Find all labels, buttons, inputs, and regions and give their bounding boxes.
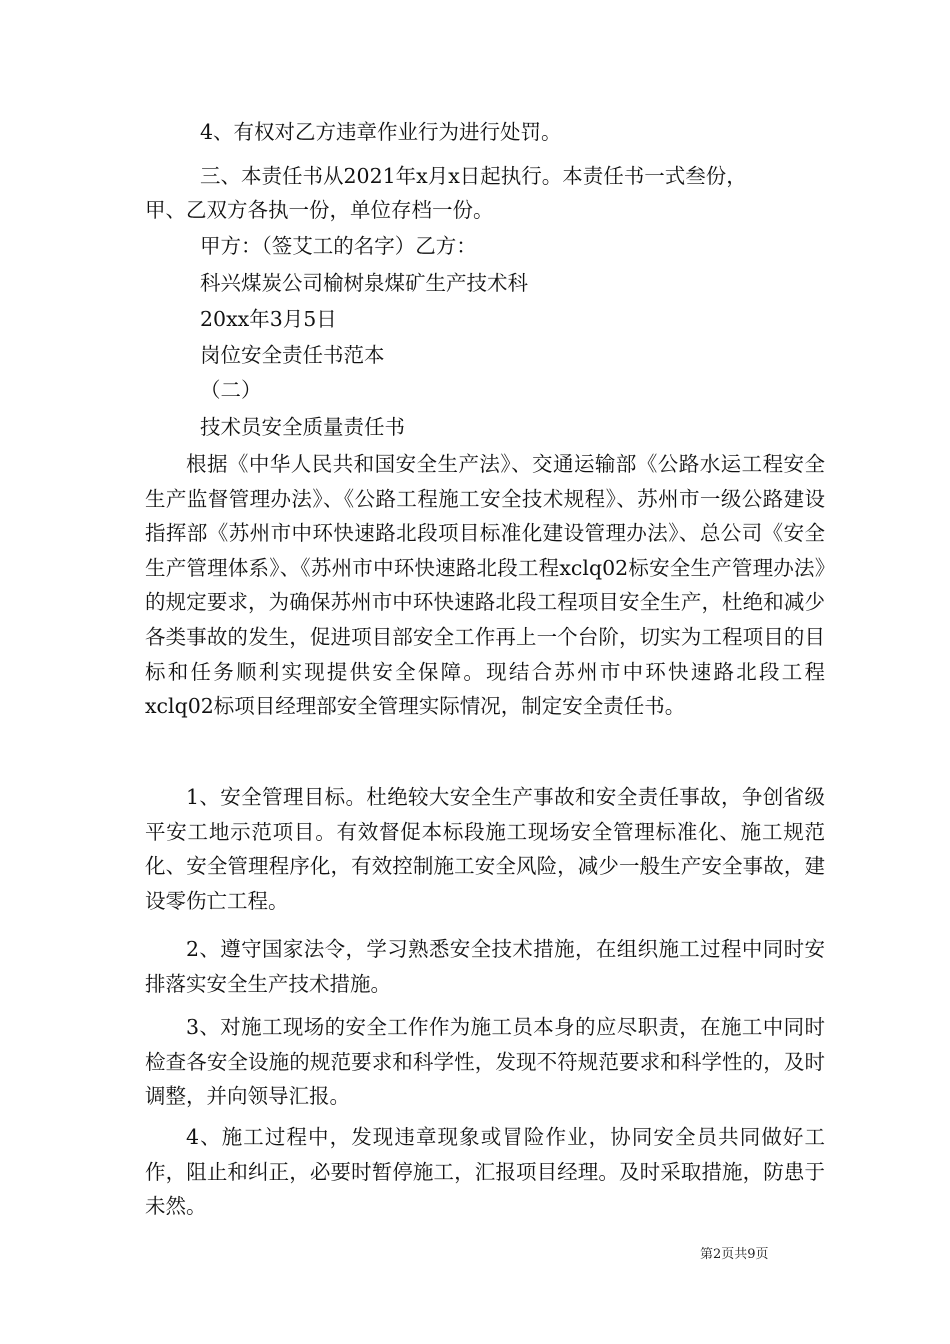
page-number: 第2页共9页: [700, 1247, 769, 1262]
document-title: 技术员安全质量责任书: [200, 415, 405, 439]
paragraph-basis: 根据《中华人民共和国安全生产法》、交通运输部《公路水运工程安全生产监督管理办法》、《公路工程施工安全技术规程》、苏州市一级公路建设指挥部《苏州市中环快速路北段项目标准化建设管理办法》、总公司《安全生产管理体系》、《苏州市中环快速路北段工程xclq02标安全生产管理办法》的规定要求，为确保苏州市中环快速路北段工程项目安全生产，杜绝和减少各类事故的发生，促进项目部安全工作再上一个台阶，切实为工程项目的目标和任务顺利实现提供安全保障。现结合苏州市中环快速路北段工程xclq02标项目经理部安全管理实际情况，制定安全责任书。: [145, 452, 825, 719]
text-line-company: 科兴煤炭公司榆树泉煤矿生产技术科: [200, 271, 528, 295]
paragraph-item-2: 2、遵守国家法令，学习熟悉安全技术措施，在组织施工过程中同时安排落实安全生产技术措施。: [145, 937, 825, 996]
text-line-copies: 甲、乙双方各执一份，单位存档一份。: [145, 198, 494, 222]
paragraph-item-1: 1、安全管理目标。杜绝较大安全生产事故和安全责任事故，争创省级平安工地示范项目。有效督促本标段施工现场安全管理标准化、施工规范化、安全管理程序化，有效控制施工安全风险，减少一般生产安全事故，建设零伤亡工程。: [145, 785, 825, 913]
text-line-section-number: （二）: [200, 378, 262, 402]
text-line-effective-date: 三、本责任书从2021年x月x日起执行。本责任书一式叁份，: [200, 164, 747, 188]
text-line-template-title: 岗位安全责任书范本: [200, 343, 385, 367]
text-line-date: 20xx年3月5日: [200, 307, 337, 331]
paragraph-item-4: 4、施工过程中，发现违章现象或冒险作业，协同安全员共同做好工作，阻止和纠正，必要时暂停施工，汇报项目经理。及时采取措施，防患于未然。: [145, 1125, 825, 1219]
paragraph-item-3: 3、对施工现场的安全工作作为施工员本身的应尽职责，在施工中同时检查各安全设施的规范要求和科学性，发现不符规范要求和科学性的，及时调整，并向领导汇报。: [145, 1015, 825, 1109]
text-line-penalty-right: 4、有权对乙方违章作业行为进行处罚。: [200, 120, 562, 144]
text-line-parties: 甲方：（签艾工的名字）乙方：: [200, 234, 477, 258]
